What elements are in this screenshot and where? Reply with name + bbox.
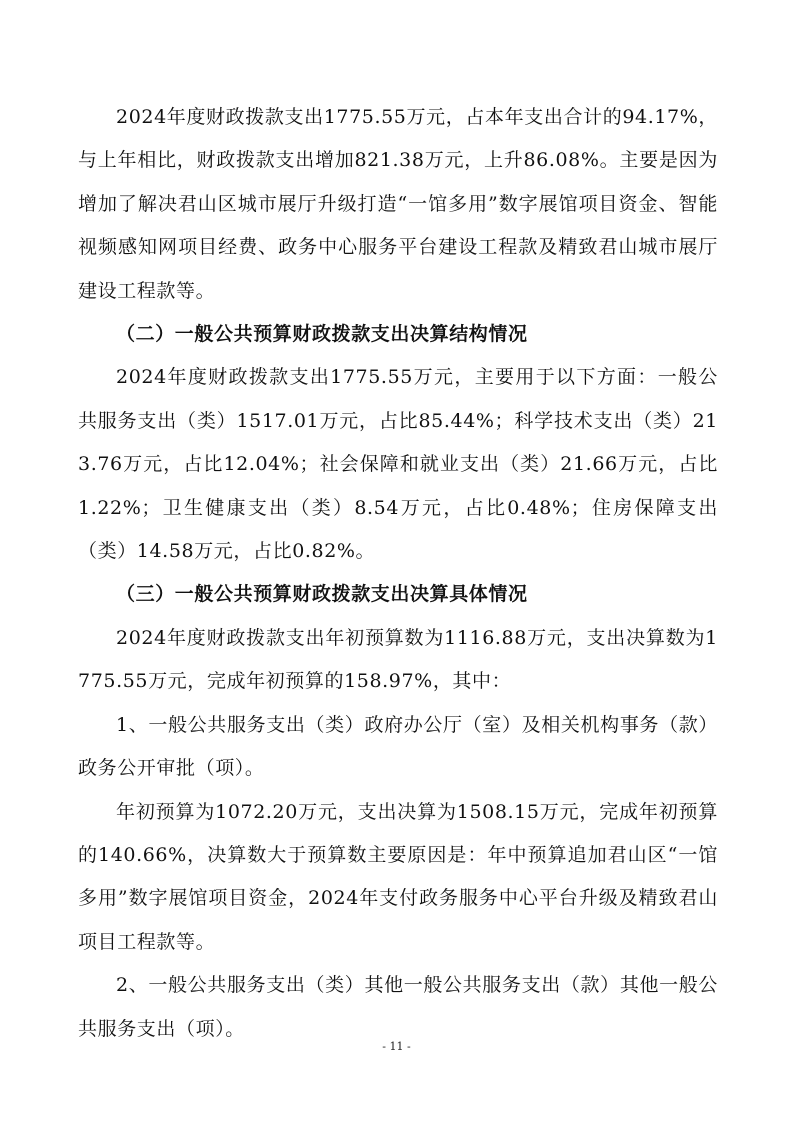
paragraph-expenditure-structure: 2024年度财政拨款支出1775.55万元，主要用于以下方面：一般公共服务支出（类）1517.01万元，占比85.44%；科学技术支出（类）213.76万元，占比12.04%；社会保障和就业支出（类）21.66万元，占比1.22%；卫生健康支出（类）8.54万元，占比0.48%；住房保障支出（类）14.58万元，占比0.82%。 <box>78 366 718 563</box>
paragraph-item-1-title: 1、一般公共服务支出（类）政府办公厅（室）及相关机构事务（款）政务公开审批（项）。 <box>78 713 718 780</box>
paragraph-expenditure-overview: 2024年度财政拨款支出1775.55万元，占本年支出合计的94.17%，与上年相比，财政拨款支出增加821.38万元，上升86.08%。主要是因为增加了解决君山区城市展厅升级打造“一馆多用”数字展馆项目资金、智能视频感知网项目经费、政务中心服务平台建设工程款及精致君山城市展厅建设工程款等。 <box>78 106 718 302</box>
page-number: - 11 - <box>382 1040 411 1053</box>
paragraph-budget-summary: 2024年度财政拨款支出年初预算数为1116.88万元，支出决算数为1775.55万元，完成年初预算的158.97%，其中： <box>78 626 718 693</box>
section-heading-structure: （二）一般公共预算财政拨款支出决算结构情况 <box>116 323 528 346</box>
document-body <box>78 96 718 1051</box>
section-heading-details: （三）一般公共预算财政拨款支出决算具体情况 <box>116 583 528 606</box>
paragraph-item-2-title: 2、一般公共服务支出（类）其他一般公共服务支出（款）其他一般公共服务支出（项）。 <box>78 974 718 1040</box>
paragraph-item-1-detail: 年初预算为1072.20万元，支出决算为1508.15万元，完成年初预算的140.66%，决算数大于预算数主要原因是：年中预算追加君山区“一馆多用”数字展馆项目资金，2024年支付政务服务中心平台升级及精致君山项目工程款等。 <box>78 800 718 953</box>
